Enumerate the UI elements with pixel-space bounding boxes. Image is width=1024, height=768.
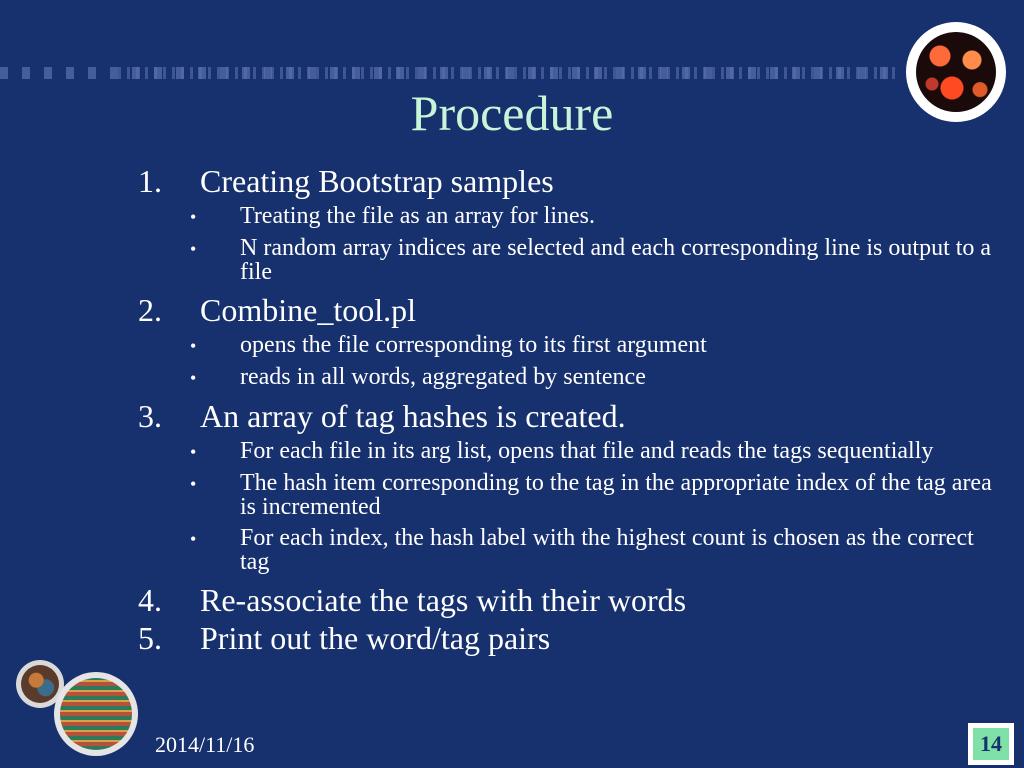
- palace-image-large: [60, 678, 132, 750]
- sub-bullet-item: [190, 526, 998, 574]
- list-item-row: [138, 291, 998, 329]
- list-item-row: [138, 619, 998, 657]
- list-item: [138, 291, 998, 390]
- list-item-number: 5.: [138, 620, 162, 656]
- sub-bullet-item: [190, 365, 998, 390]
- sub-bullet-item: [190, 439, 998, 464]
- sub-bullet-list: [138, 333, 998, 390]
- bullet-icon: •: [190, 442, 197, 462]
- sub-bullet-text: For each file in its arg list, opens that file and reads the tags sequentially: [240, 438, 934, 464]
- list-item: [138, 619, 998, 657]
- palace-medallion-large-icon: [54, 672, 138, 756]
- slide-title: Procedure: [410, 85, 614, 141]
- sub-bullet-text: The hash item corresponding to the tag in the appropriate index of the tag area is incremented: [240, 470, 992, 520]
- bullet-icon: •: [190, 336, 197, 356]
- bullet-icon: •: [190, 207, 197, 227]
- bullet-icon: •: [190, 529, 197, 549]
- list-item-row: [138, 581, 998, 619]
- list-item-text: Re-associate the tags with their words: [200, 582, 687, 618]
- list-item: [138, 397, 998, 574]
- sub-bullet-text: Treating the file as an array for lines.: [240, 203, 595, 229]
- list-item-text: Creating Bootstrap samples: [200, 163, 554, 199]
- list-item: [138, 162, 998, 284]
- sub-bullet-text: For each index, the hash label with the highest count is chosen as the correct tag: [240, 525, 974, 575]
- list-item-row: [138, 162, 998, 200]
- list-item-text: Print out the word/tag pairs: [200, 620, 551, 656]
- bullet-icon: •: [190, 474, 197, 494]
- list-item-row: [138, 397, 998, 435]
- sub-bullet-text: opens the file corresponding to its first argument: [240, 332, 707, 358]
- list-item-number: 3.: [138, 398, 162, 434]
- sub-bullet-item: [190, 471, 998, 519]
- page-number: 14: [973, 728, 1009, 760]
- bullet-icon: •: [190, 368, 197, 388]
- sub-bullet-item: [190, 204, 998, 229]
- page-number-badge: [968, 723, 1014, 765]
- sub-bullet-text: N random array indices are selected and each corresponding line is output to a file: [240, 235, 992, 285]
- list-item-number: 4.: [138, 582, 162, 618]
- sub-bullet-item: [190, 236, 998, 284]
- decorative-band-fine: [118, 67, 898, 79]
- sub-bullet-item: [190, 333, 998, 358]
- sub-bullet-list: [138, 204, 998, 284]
- sub-bullet-list: [138, 439, 998, 574]
- footer-date: 2014/11/16: [155, 732, 255, 757]
- bullet-icon: •: [190, 239, 197, 259]
- palace-image-small: [21, 665, 59, 703]
- list-item: [138, 581, 998, 619]
- numbered-list: [138, 162, 998, 657]
- sub-bullet-text: reads in all words, aggregated by sentence: [240, 364, 646, 390]
- list-item-number: 2.: [138, 292, 162, 328]
- list-item-text: Combine_tool.pl: [200, 292, 416, 328]
- list-item-number: 1.: [138, 163, 162, 199]
- list-item-text: An array of tag hashes is created.: [200, 398, 626, 434]
